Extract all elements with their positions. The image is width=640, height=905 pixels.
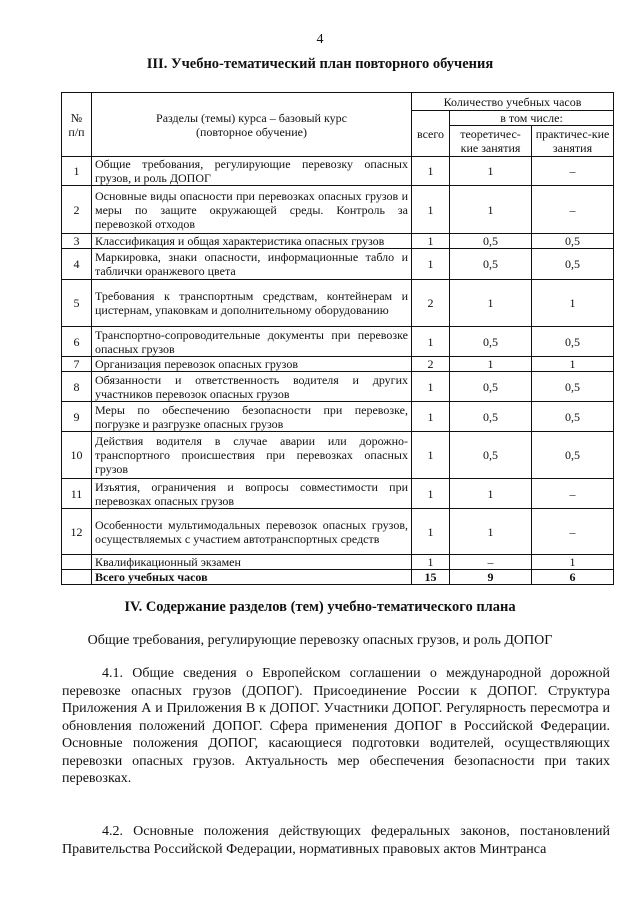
- row-number: 8: [62, 372, 92, 402]
- row-theory: 0,5: [450, 432, 532, 479]
- row-topic: Организация перевозок опасных грузов: [92, 357, 412, 372]
- row-theory: 1: [450, 509, 532, 555]
- row-total: 1: [412, 432, 450, 479]
- row-theory: 0,5: [450, 249, 532, 280]
- row-number: 6: [62, 327, 92, 357]
- paragraph-4-1: [62, 665, 610, 788]
- row-total: 1: [412, 372, 450, 402]
- row-practice: 1: [532, 357, 614, 372]
- row-topic: Транспортно-сопроводительные документы при перевозке опасных грузов: [92, 327, 412, 357]
- total-hours: 15: [412, 570, 450, 585]
- row-number: [62, 570, 92, 585]
- row-topic: Изъятия, ограничения и вопросы совместимости при перевозках опасных грузов: [92, 479, 412, 509]
- row-number: 12: [62, 509, 92, 555]
- table-row: [62, 327, 614, 357]
- curriculum-table: [61, 92, 614, 585]
- table-row: [62, 555, 614, 570]
- row-number: [62, 555, 92, 570]
- paragraph-text: 4.1. Общие сведения о Европейском соглашении о международной дорожной перевозке опасных грузов (ДОПОГ). Присоединение России к ДОПОГ. Структура Приложения А и Приложения В к ДОПОГ. Участники ДОПОГ. Регулярность пересмотра и обновления положений ДОПОГ. Сфера применения ДОПОГ в Российской Федерации. Основные положения ДОПОГ, касающиеся подготовки водителей, осуществляющих перевозки опасных грузов. Актуальность мер обеспечения безопасности при таких перевозках.: [62, 666, 610, 786]
- row-total: 1: [412, 234, 450, 249]
- table-row: [62, 479, 614, 509]
- header-num: № п/п: [62, 93, 92, 157]
- table-row: [62, 157, 614, 186]
- table-row: [62, 186, 614, 234]
- topic-1-title: Общие требования, регулирующие перевозку опасных грузов, и роль ДОПОГ: [87, 633, 553, 648]
- row-number: 7: [62, 357, 92, 372]
- row-practice: 0,5: [532, 327, 614, 357]
- row-practice: 0,5: [532, 402, 614, 432]
- table-row: [62, 372, 614, 402]
- row-theory: 0,5: [450, 234, 532, 249]
- row-number: 1: [62, 157, 92, 186]
- row-topic: Классификация и общая характеристика опасных грузов: [92, 234, 412, 249]
- row-theory: 1: [450, 357, 532, 372]
- header-topics: Разделы (темы) курса – базовый курс (повторное обучение): [92, 93, 412, 157]
- row-practice: –: [532, 509, 614, 555]
- row-topic: Особенности мультимодальных перевозок опасных грузов, осуществляемых с участием автотранспортных средств: [92, 509, 412, 555]
- table-row: [62, 432, 614, 479]
- row-practice: –: [532, 186, 614, 234]
- row-practice: 0,5: [532, 372, 614, 402]
- row-topic: Требования к транспортным средствам, контейнерам и цистернам, упаковкам и дополнительному оборудованию: [92, 280, 412, 327]
- section-4-title: IV. Содержание разделов (тем) учебно-тематического плана: [124, 599, 516, 615]
- row-total: 1: [412, 186, 450, 234]
- row-number: 3: [62, 234, 92, 249]
- row-topic: Меры по обеспечению безопасности при перевозке, погрузке и разгрузке опасных грузов: [92, 402, 412, 432]
- row-number: 4: [62, 249, 92, 280]
- table-row: [62, 249, 614, 280]
- row-theory: 0,5: [450, 402, 532, 432]
- row-total: 2: [412, 357, 450, 372]
- total-theory: 9: [450, 570, 532, 585]
- row-practice: –: [532, 157, 614, 186]
- row-number: 10: [62, 432, 92, 479]
- header-total: всего: [412, 111, 450, 157]
- paragraph-text: 4.2. Основные положения действующих федеральных законов, постановлений Правительства Российской Федерации, нормативных правовых актов Минтранса: [62, 824, 610, 857]
- total-practice: 6: [532, 570, 614, 585]
- row-total: 1: [412, 509, 450, 555]
- row-practice: 0,5: [532, 249, 614, 280]
- row-practice: 1: [532, 555, 614, 570]
- row-theory: 1: [450, 280, 532, 327]
- row-theory: 1: [450, 186, 532, 234]
- table-row: [62, 234, 614, 249]
- row-total: 1: [412, 402, 450, 432]
- row-theory: 0,5: [450, 327, 532, 357]
- paragraph-4-2: [62, 823, 610, 858]
- row-number: 2: [62, 186, 92, 234]
- header-including: в том числе:: [450, 111, 614, 126]
- row-topic: Маркировка, знаки опасности, информационные табло и таблички оранжевого цвета: [92, 249, 412, 280]
- row-topic: Квалификационный экзамен: [92, 555, 412, 570]
- section-3-title: III. Учебно-тематический план повторного обучения: [146, 56, 494, 72]
- row-practice: –: [532, 479, 614, 509]
- row-total: 1: [412, 327, 450, 357]
- row-topic: Основные виды опасности при перевозках опасных грузов и меры по защите окружающей среды. Контроль за перевозкой отходов: [92, 186, 412, 234]
- row-total: 2: [412, 280, 450, 327]
- row-topic: Действия водителя в случае аварии или дорожно-транспортного происшествия при перевозках опасных грузов: [92, 432, 412, 479]
- total-row: [62, 570, 614, 585]
- row-practice: 0,5: [532, 234, 614, 249]
- row-number: 11: [62, 479, 92, 509]
- table-row: [62, 357, 614, 372]
- row-total: 1: [412, 555, 450, 570]
- total-label: Всего учебных часов: [92, 570, 412, 585]
- row-theory: 1: [450, 157, 532, 186]
- row-theory: –: [450, 555, 532, 570]
- page-number: 4: [316, 32, 324, 47]
- row-practice: 1: [532, 280, 614, 327]
- row-practice: 0,5: [532, 432, 614, 479]
- row-theory: 1: [450, 479, 532, 509]
- row-topic: Общие требования, регулирующие перевозку опасных грузов, и роль ДОПОГ: [92, 157, 412, 186]
- header-theory: теоретичес-кие занятия: [450, 126, 532, 157]
- row-topic: Обязанности и ответственность водителя и других участников перевозок опасных грузов: [92, 372, 412, 402]
- row-theory: 0,5: [450, 372, 532, 402]
- row-total: 1: [412, 157, 450, 186]
- row-total: 1: [412, 479, 450, 509]
- row-number: 5: [62, 280, 92, 327]
- table-row: [62, 280, 614, 327]
- table-row: [62, 509, 614, 555]
- table-row: [62, 402, 614, 432]
- row-total: 1: [412, 249, 450, 280]
- row-number: 9: [62, 402, 92, 432]
- header-hours: Количество учебных часов: [412, 93, 614, 111]
- header-practice: практичес-кие занятия: [532, 126, 614, 157]
